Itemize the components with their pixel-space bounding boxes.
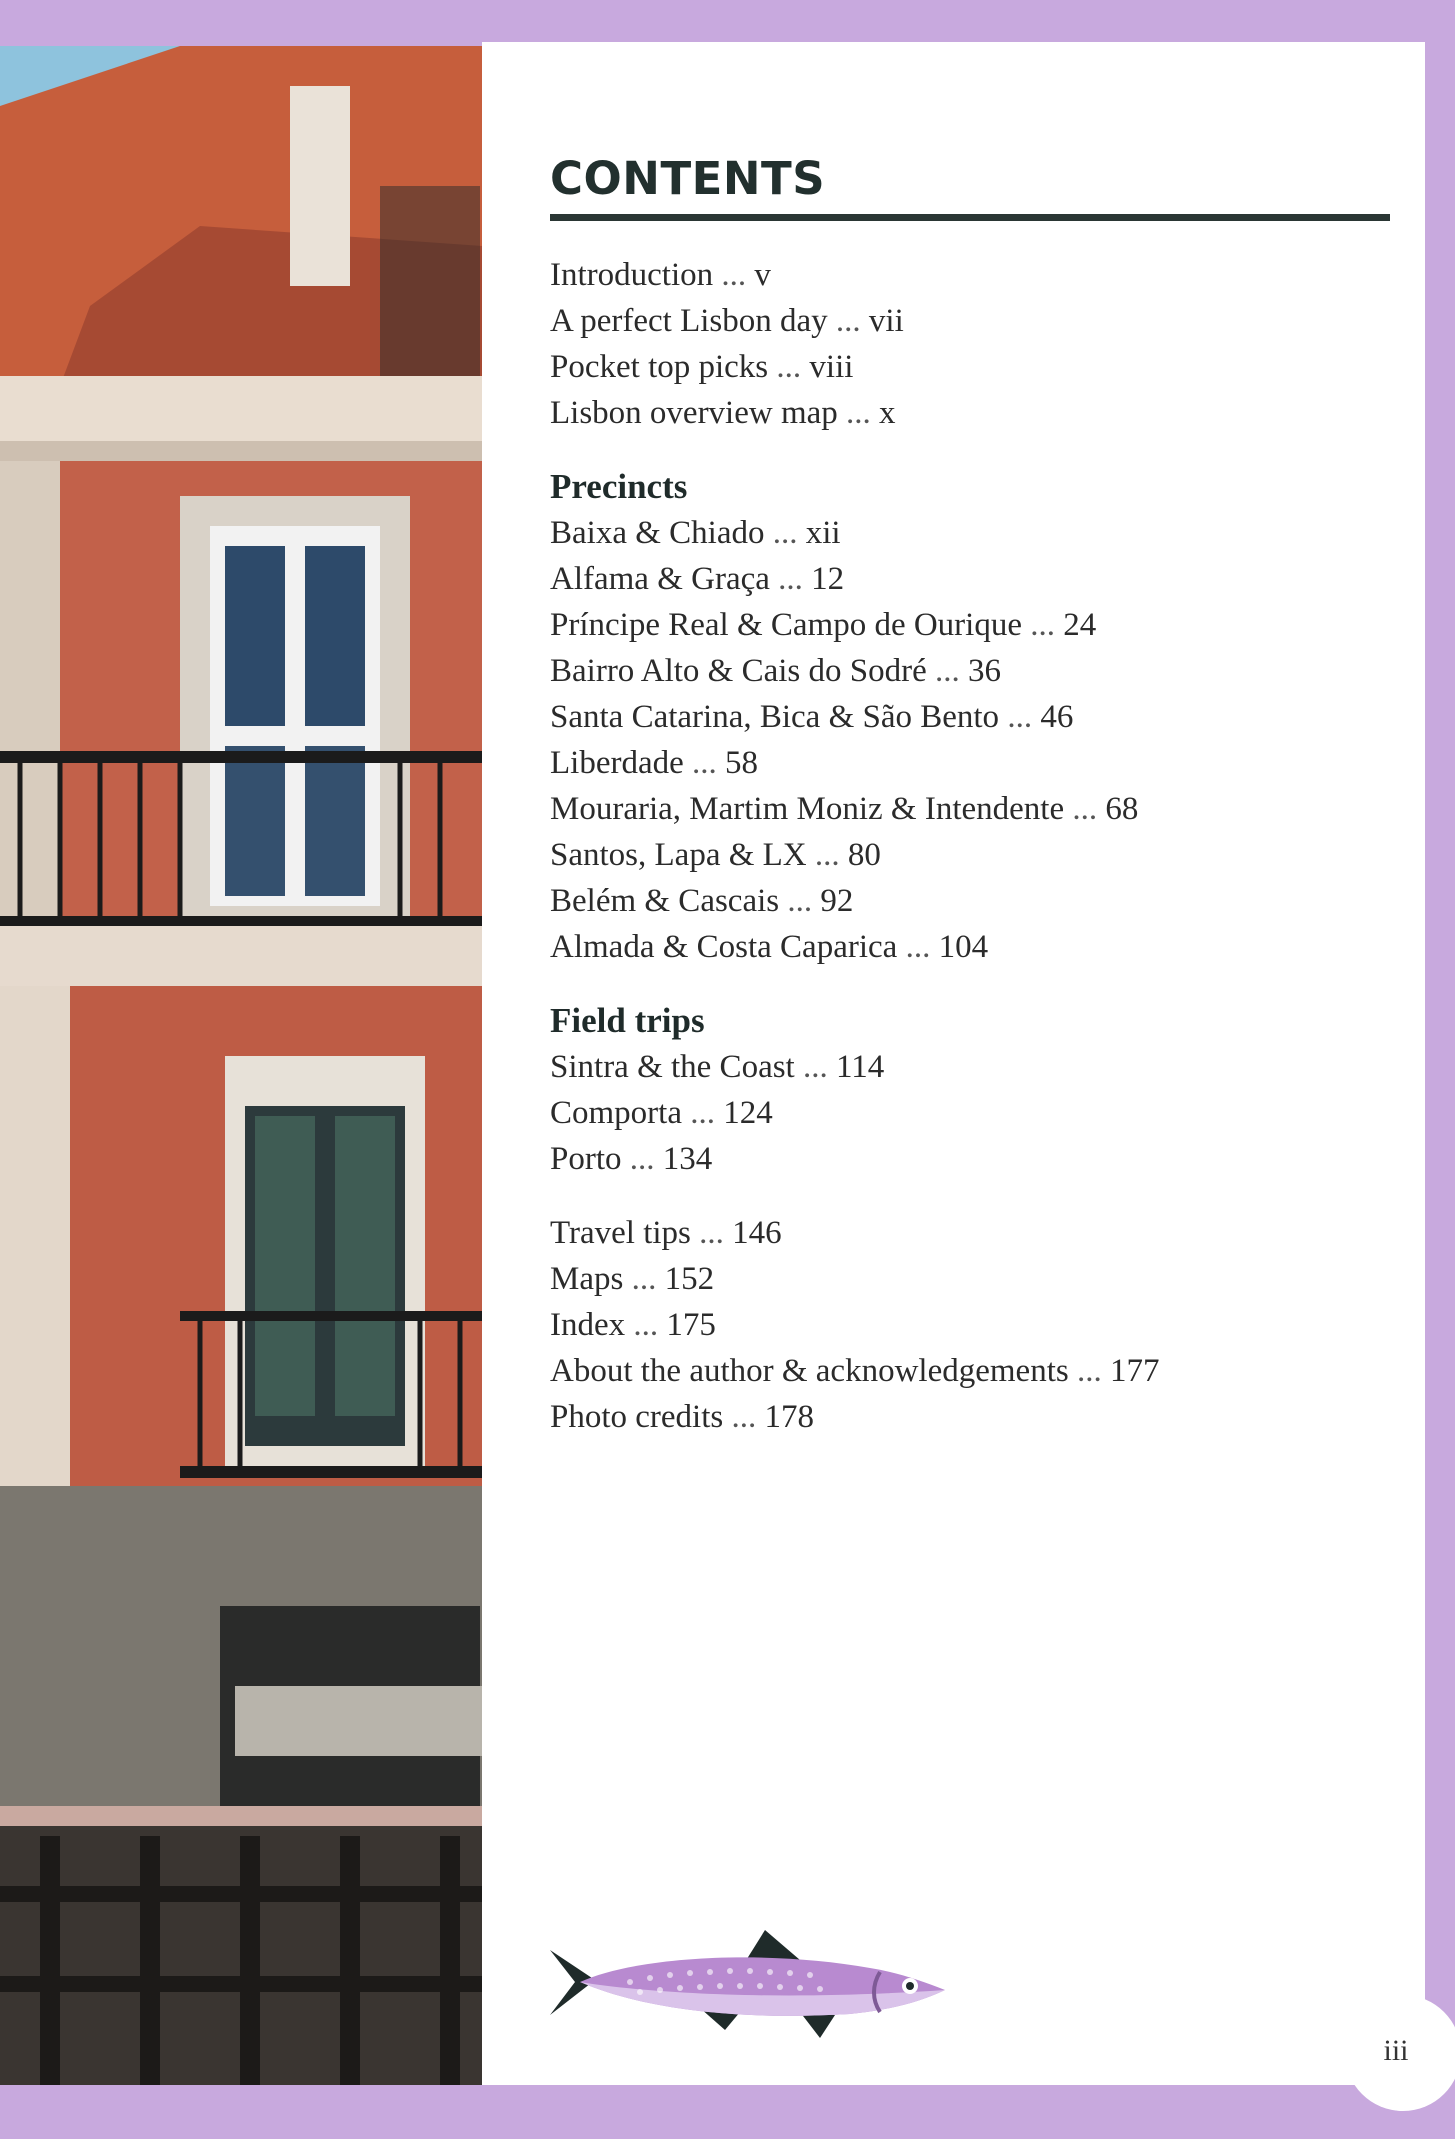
toc-entry-separator: ...: [814, 837, 840, 873]
contents-page: [482, 42, 1425, 2085]
toc-entry[interactable]: [550, 740, 1410, 786]
toc-entry[interactable]: [550, 1136, 1410, 1182]
toc-entry[interactable]: [550, 1210, 1410, 1256]
toc-entry[interactable]: [550, 390, 1410, 436]
toc-entry-page: 178: [764, 1399, 814, 1435]
toc-entry-page: vii: [868, 303, 904, 339]
toc-entry-page: 134: [662, 1141, 713, 1177]
toc-entry-separator: ...: [1072, 791, 1098, 827]
toc-entry-label: Alfama & Graça: [550, 561, 770, 597]
toc-entry-label: Santa Catarina, Bica & São Bento: [550, 699, 1000, 735]
toc-entry[interactable]: [550, 694, 1410, 740]
toc-entry-label: Liberdade: [550, 745, 684, 781]
toc-entry-label: Almada & Costa Caparica: [550, 929, 898, 965]
toc-entry-page: 175: [666, 1307, 716, 1343]
toc-entry-page: viii: [809, 349, 854, 385]
toc-entry-separator: ...: [835, 303, 861, 339]
toc-entry-page: 177: [1109, 1353, 1160, 1389]
toc-entry[interactable]: [550, 648, 1410, 694]
toc-entry-label: Sintra & the Coast: [550, 1049, 795, 1085]
toc-entry-separator: ...: [692, 745, 717, 781]
toc-entry[interactable]: [550, 1394, 1410, 1440]
toc-entry[interactable]: [550, 1044, 1410, 1090]
toc-entry-page: 124: [723, 1095, 773, 1131]
toc-entry-label: Pocket top picks: [550, 349, 769, 385]
toc-entry-separator: ...: [629, 1141, 655, 1177]
toc-entry[interactable]: [550, 924, 1410, 970]
toc-entry[interactable]: [550, 1302, 1410, 1348]
toc-entry-label: Lisbon overview map: [550, 395, 838, 431]
toc-entry-page: 152: [664, 1261, 715, 1297]
toc-entry-separator: ...: [778, 561, 803, 597]
toc-entry-label: Travel tips: [550, 1215, 691, 1251]
toc-entry-separator: ...: [772, 515, 798, 551]
page-title: CONTENTS: [550, 152, 826, 205]
toc-entry-label: Baixa & Chiado: [550, 515, 765, 551]
toc-entry-separator: ...: [631, 1261, 657, 1297]
toc-entry-page: 104: [938, 929, 989, 965]
toc-entry-separator: ...: [934, 653, 960, 689]
toc-entry-separator: ...: [690, 1095, 715, 1131]
toc-entry-separator: ...: [731, 1399, 757, 1435]
toc-entry[interactable]: [550, 344, 1410, 390]
toc-entry-separator: ...: [633, 1307, 659, 1343]
toc-entry[interactable]: [550, 832, 1410, 878]
toc-entry-label: Comporta: [550, 1095, 682, 1131]
toc-entry-page: 12: [811, 561, 845, 597]
toc-entry-page: 92: [820, 883, 854, 919]
page-number: iii: [1383, 2034, 1409, 2067]
toc-entry-page: 146: [732, 1215, 782, 1251]
toc-entry-page: 80: [847, 837, 881, 873]
toc-entry-label: Mouraria, Martim Moniz & Intendente: [550, 791, 1065, 827]
title-rule: [550, 214, 1390, 221]
toc-entry[interactable]: [550, 602, 1410, 648]
toc-entry[interactable]: [550, 1348, 1410, 1394]
toc-entry-label: Introduction: [550, 257, 714, 293]
toc-entry-label: Belém & Cascais: [550, 883, 780, 919]
toc-entry-label: Maps: [550, 1261, 624, 1297]
toc-entry[interactable]: [550, 510, 1410, 556]
toc-entry[interactable]: [550, 786, 1410, 832]
toc-entry-label: Bairro Alto & Cais do Sodré: [550, 653, 927, 689]
toc-entry-separator: ...: [721, 257, 747, 293]
toc-entry[interactable]: [550, 1090, 1410, 1136]
toc-entry-separator: ...: [846, 395, 871, 431]
toc-entry[interactable]: [550, 298, 1410, 344]
lisbon-building-photo: [0, 46, 482, 2085]
toc-entry[interactable]: [550, 1256, 1410, 1302]
toc-entry-label: Photo credits: [550, 1399, 724, 1435]
toc-entry[interactable]: [550, 556, 1410, 602]
toc-entry-separator: ...: [1030, 607, 1055, 643]
toc-entry-page: x: [879, 395, 896, 431]
toc-section: [550, 998, 1410, 1182]
toc-section: [550, 1210, 1410, 1440]
toc-entry[interactable]: [550, 878, 1410, 924]
toc-entry-page: 68: [1105, 791, 1139, 827]
toc-entry-label: Santos, Lapa & LX: [550, 837, 807, 873]
toc-entry-separator: ...: [776, 349, 802, 385]
toc-entry-label: Index: [550, 1307, 626, 1343]
toc-entry-separator: ...: [787, 883, 813, 919]
toc-entry-page: 58: [725, 745, 759, 781]
toc-entry-page: 114: [835, 1049, 885, 1085]
toc-entry[interactable]: [550, 252, 1410, 298]
bottom-band: [0, 2085, 1455, 2139]
toc-entry-label: Porto: [550, 1141, 622, 1177]
toc-entry-separator: ...: [905, 929, 931, 965]
toc-entry-page: v: [754, 257, 771, 293]
toc-entry-page: 46: [1040, 699, 1074, 735]
toc-section-heading: Precincts: [550, 467, 688, 506]
toc-entry-separator: ...: [699, 1215, 724, 1251]
toc-entry-label: Príncipe Real & Campo de Ourique: [550, 607, 1022, 643]
toc-section: [550, 252, 1410, 436]
toc-entry-page: 24: [1063, 607, 1097, 643]
sardine-fish-icon: [550, 1920, 950, 2055]
toc-entry-page: xii: [805, 515, 841, 551]
toc-section: [550, 464, 1410, 970]
toc-entry-separator: ...: [1007, 699, 1033, 735]
toc-entry-separator: ...: [802, 1049, 828, 1085]
toc-entry-label: A perfect Lisbon day: [550, 303, 828, 339]
toc-section-heading: Field trips: [550, 1001, 705, 1040]
toc-entry-page: 36: [967, 653, 1001, 689]
table-of-contents: [550, 252, 1410, 1468]
toc-entry-separator: ...: [1076, 1353, 1102, 1389]
toc-entry-label: About the author & acknowledgements: [550, 1353, 1069, 1389]
